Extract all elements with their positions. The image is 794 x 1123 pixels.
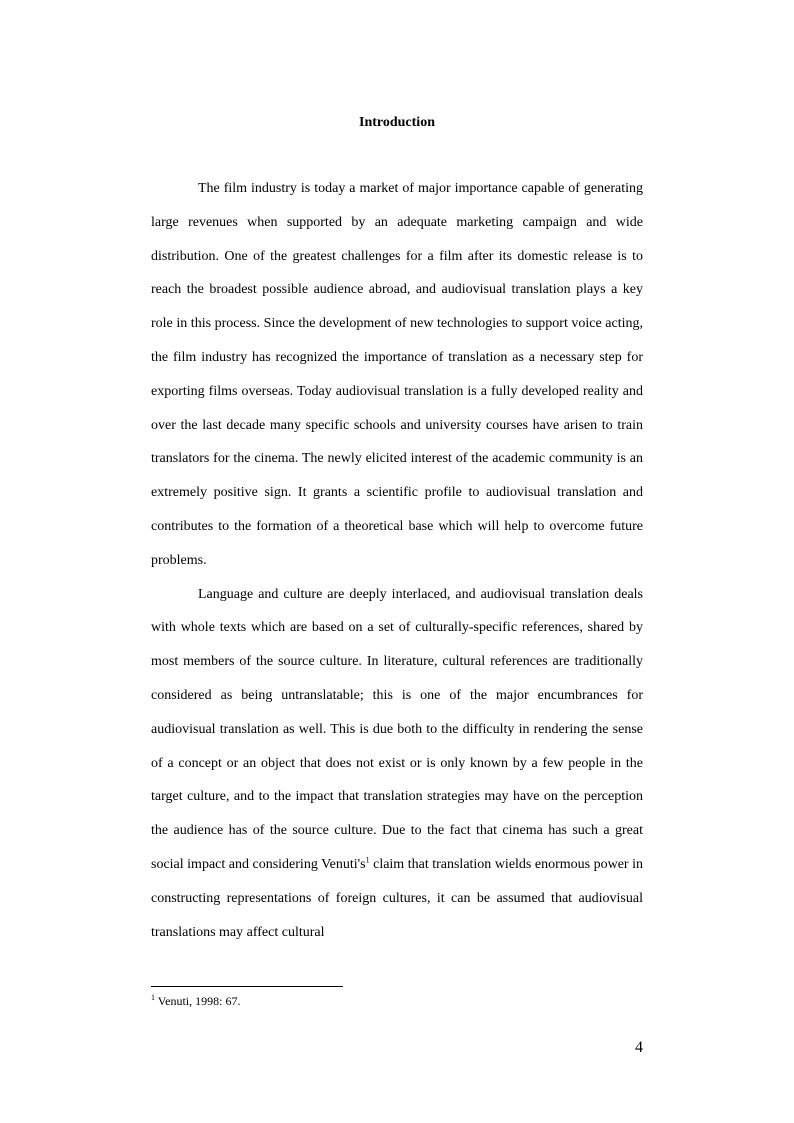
paragraph <box>151 578 643 950</box>
paragraph-text: Language and culture are deeply interlaced, and audiovisual translation deals with whole texts which are based on a set of culturally-specific references, shared by most members of the source culture. In literature, cultural references are traditionally considered as being untranslatable; this is one of the major encumbrances for audiovisual translation as well. This is due both to the difficulty in rendering the sense of a concept or an object that does not exist or is only known by a few people in the target culture, and to the impact that translation strategies may have on the perception the audience has of the source culture. Due to the fact that cinema has such a great social impact and considering Venuti's <box>151 586 643 872</box>
paragraph: The film industry is today a market of major importance capable of generating large revenues when supported by an adequate marketing campaign and wide distribution. One of the greatest challenges for a film after its domestic release is to reach the broadest possible audience abroad, and audiovisual translation plays a key role in this process. Since the development of new technologies to support voice acting, the film industry has recognized the importance of translation as a necessary step for exporting films overseas. Today audiovisual translation is a fully developed reality and over the last decade many specific schools and university courses have arisen to train translators for the cinema. The newly elicited interest of the academic community is an extremely positive sign. It grants a scientific profile to audiovisual translation and contributes to the formation of a theoretical base which will help to overcome future problems. <box>151 181 643 568</box>
footnote-text: Venuti, 1998: 67. <box>155 994 241 1008</box>
body-text <box>151 172 643 949</box>
footnote-marker: 1 <box>151 993 155 1002</box>
page-number: 4 <box>635 1039 643 1056</box>
footnote-divider <box>151 986 343 987</box>
page-title: Introduction <box>359 115 435 130</box>
footnote <box>151 993 643 1009</box>
paragraph-text: claim that translation wields enormous power in constructing representations of foreign cultures, it can be assumed that audiovisual translations may affect cultural <box>151 856 643 940</box>
footnote-reference: 1 <box>365 855 370 865</box>
